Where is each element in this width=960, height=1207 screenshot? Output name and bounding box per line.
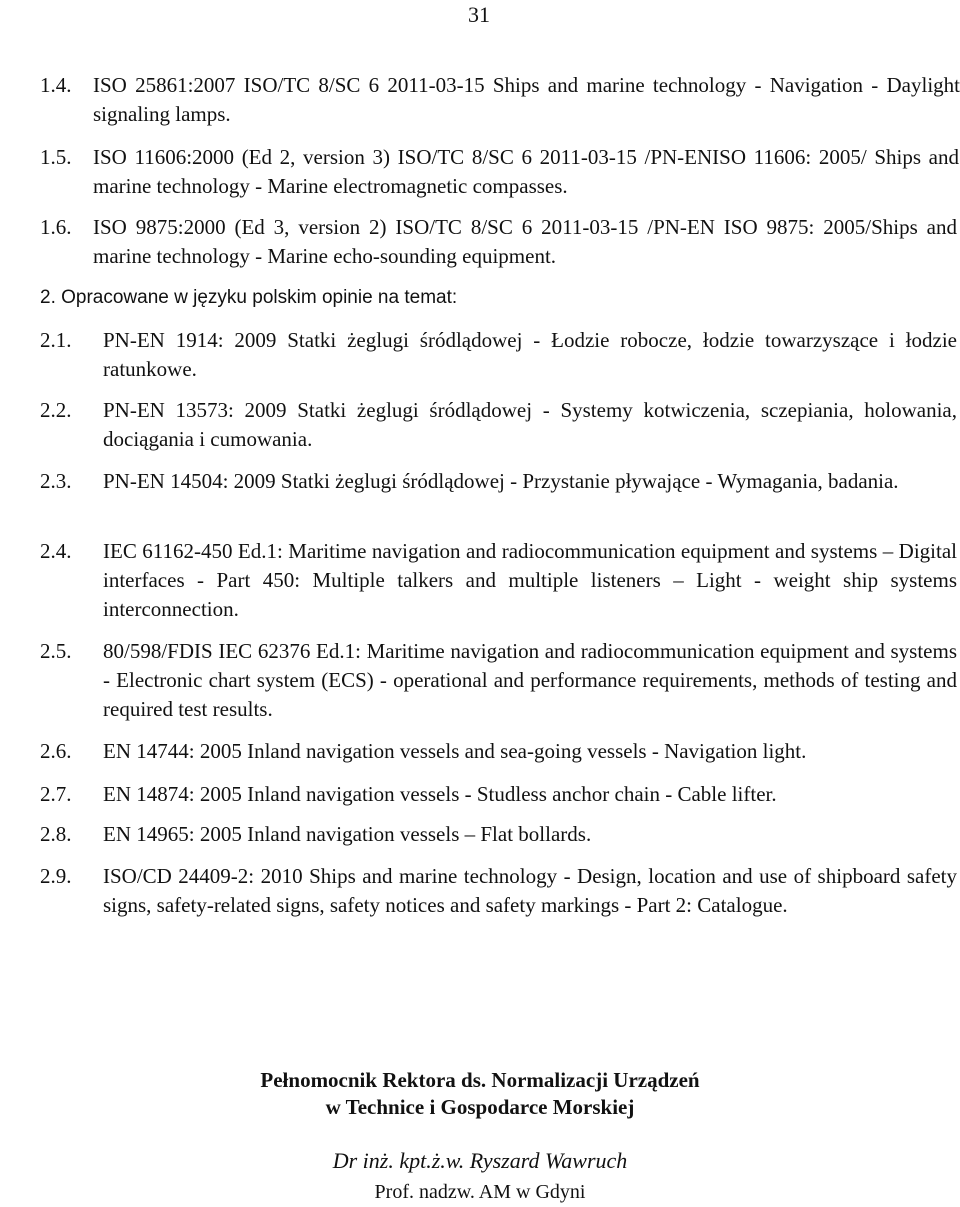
item-number: 2.1. <box>40 328 72 352</box>
item-text: PN-EN 13573: 2009 Statki żeglugi śródlądowej - Systemy kotwiczenia, sczepiania, holowania, dociągania i cumowania. <box>103 398 957 451</box>
item-number: 2.4. <box>40 539 72 563</box>
page-number: 31 <box>468 2 490 27</box>
item-text: PN-EN 14504: 2009 Statki żeglugi śródlądowej - Przystanie pływające - Wymagania, badania. <box>103 469 899 493</box>
item-number: 2.9. <box>40 864 72 888</box>
item-text: ISO 11606:2000 (Ed 2, version 3) ISO/TC 8/SC 6 2011-03-15 /PN-ENISO 11606: 2005/ Ships and marine technology - Marine electromagnetic compasses. <box>93 145 959 198</box>
item-text: EN 14965: 2005 Inland navigation vessels – Flat bollards. <box>103 822 592 846</box>
item-number: 2.8. <box>40 822 72 846</box>
item-text: EN 14744: 2005 Inland navigation vessels and sea-going vessels - Navigation light. <box>103 739 807 763</box>
item-text: EN 14874: 2005 Inland navigation vessels - Studless anchor chain - Cable lifter. <box>103 782 777 806</box>
item-number: 2.7. <box>40 782 72 806</box>
item-text: IEC 61162-450 Ed.1: Maritime navigation and radiocommunication equipment and systems – Digital interfaces - Part 450: Multiple talkers and multiple listeners – Light - weight ship systems interconnection. <box>103 539 957 621</box>
item-number: 2.6. <box>40 739 72 763</box>
signature-position: Prof. nadzw. AM w Gdyni <box>374 1181 586 1203</box>
item-text: 80/598/FDIS IEC 62376 Ed.1: Maritime navigation and radiocommunication equipment and systems - Electronic chart system (ECS) - operational and performance requirements, methods of testing and required test results. <box>103 639 957 721</box>
item-number: 1.4. <box>40 73 72 97</box>
item-text: ISO 9875:2000 (Ed 3, version 2) ISO/TC 8/SC 6 2011-03-15 /PN-EN ISO 9875: 2005/Ships and marine technology - Marine echo-sounding equipment. <box>93 215 957 268</box>
item-number: 2.2. <box>40 398 72 422</box>
signature-title: Pełnomocnik Rektora ds. Normalizacji Urządzeń <box>260 1068 700 1092</box>
item-number: 2.5. <box>40 639 72 663</box>
item-text: ISO 25861:2007 ISO/TC 8/SC 6 2011-03-15 Ships and marine technology - Navigation - Daylight signaling lamps. <box>93 73 960 126</box>
item-text: PN-EN 1914: 2009 Statki żeglugi śródlądowej - Łodzie robocze, łodzie towarzyszące i łodzie ratunkowe. <box>103 328 957 381</box>
item-number: 1.6. <box>40 215 72 239</box>
signature-name: Dr inż. kpt.ż.w. Ryszard Wawruch <box>332 1148 628 1173</box>
item-text: ISO/CD 24409-2: 2010 Ships and marine technology - Design, location and use of shipboard safety signs, safety-related signs, safety notices and safety markings - Part 2: Catalogue. <box>103 864 957 917</box>
signature-title: w Technice i Gospodarce Morskiej <box>325 1095 635 1119</box>
section-heading: 2. Opracowane w języku polskim opinie na temat: <box>40 287 458 308</box>
item-number: 2.3. <box>40 469 72 493</box>
item-number: 1.5. <box>40 145 72 169</box>
